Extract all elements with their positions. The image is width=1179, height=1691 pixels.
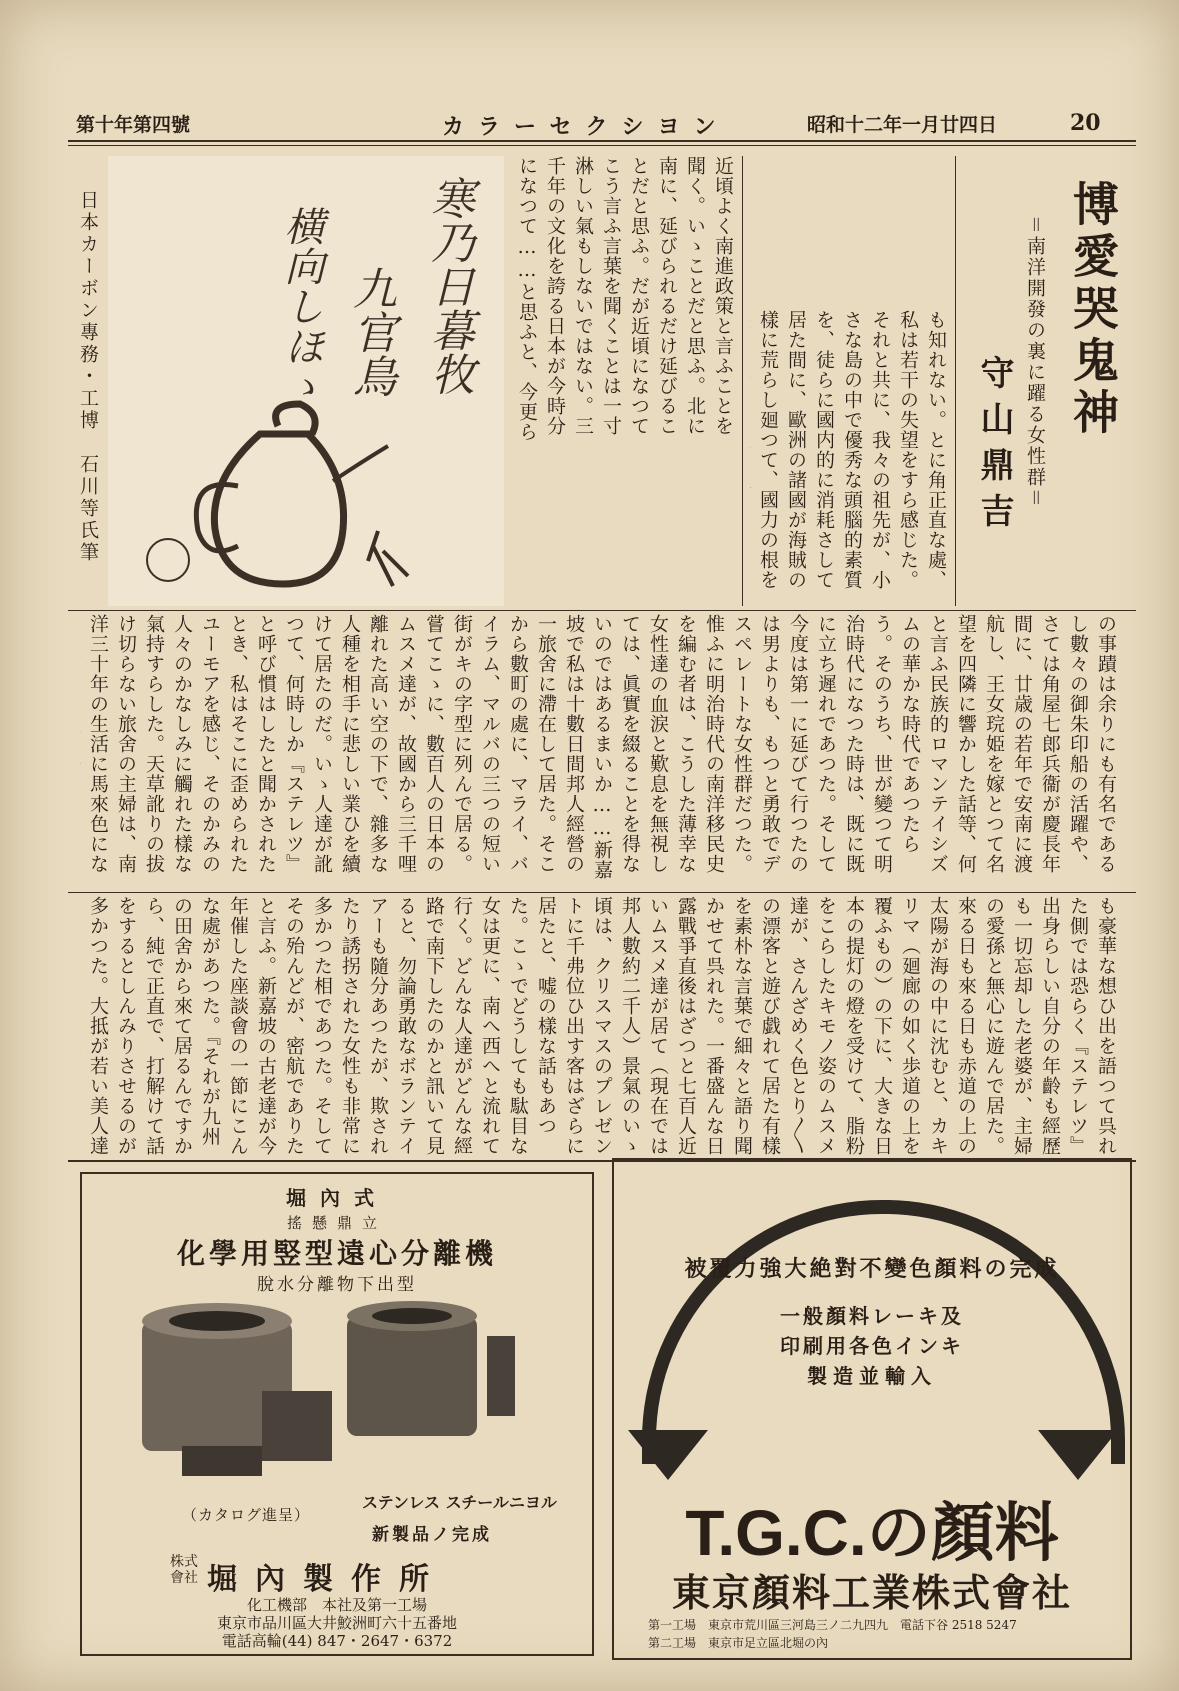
ad-horiuchi-brand: 堀內式 [286, 1186, 388, 1210]
header-rule-thin [68, 145, 1136, 146]
article-subtitle: ＝南洋開發の裏に躍る女性群＝ [1024, 215, 1046, 509]
ad-horiuchi-product: 化學用竪型遠心分離機 [176, 1237, 497, 1270]
calligraphy-line1: 寒乃日暮牧 [423, 176, 474, 396]
ad-horiuchi-feature: ステンレス スチールニヨル [362, 1493, 557, 1512]
column-divider [742, 156, 743, 606]
calligraphy-line3: 九官鳥 [345, 266, 396, 398]
ad-horiuchi-new-product: 新製品ノ完成 [372, 1525, 492, 1545]
article-column-2: も知れない。とに角正直な處、私は若干の失望をすら感じた。それと共に、我々の祖先が、小さな島の中で優秀な頭腦的素質を、徒らに國内的に消耗さして居た間に、歐洲の諸國が海賊の樣に荒らし廻つて、國力の根を [757, 310, 947, 590]
ad-horiuchi [80, 1172, 594, 1656]
section-rule-1 [68, 610, 1136, 611]
tgc-line1: 一般顏料レーキ及 [780, 1304, 964, 1328]
article-column-5: も豪華な想ひ出を語つて呉れた側では恐らく『ステレツ』出身らしい自分の年齡も經歷も一切忘却した老婆が、主婦の愛孫と無心に遊んで居た。來る日も來る日も赤道の上の太陽が海の中に沈むと、カキリマ（廻廊の如く歩道の上を覆ふもの）の下に、大きな日本の提灯の燈を受けて、脂粉をこらしたキモノ姿のムスメ達が、さんざめく色とり〳〵の漂客と遊び戯れて居た有樣を素朴な言葉で細々と語り聞かせて呉れた。一番盛んな日露戰爭直後はざつと七百人近いムスメ達が居て（現在では邦人數約二千人）景氣のいゝ頃は、クリスマスのプレゼントに千弗位ひ出す客はざらに居たと、嘘の樣な話もあつた。こゝでどうしても駄目な女は更に、南へ西へと流れて行く。どんな人達がどんな經路で南下したのかと訊いて見ると、勿論勇敢なボランテイアーも隨分あつたが、欺されたり誘拐された女性も非常に多かつた相であつた。そしてその殆んどが、密航でありたと言ふ。新嘉坡の古老達が今年催した座談會の一節にこんな處があつた。『それが九州の田舍から來て居るんですから、純で正直で、打解けて話をするとしんみりさせるのが多かつた。大抵が若い美人達 [87, 896, 1117, 1156]
header-rule [68, 140, 1136, 142]
section-rule-2 [68, 892, 1136, 893]
ad-horiuchi-dept: 化工機部 本社及第一工場 [246, 1596, 427, 1614]
tgc-arrow-left [628, 1430, 708, 1480]
ad-horiuchi-small: 搖懸鼎立 [286, 1214, 387, 1232]
ad-horiuchi-address: 東京市品川區大井鮫洲町六十五番地 [216, 1614, 457, 1632]
ad-horiuchi-usage: 脫水分離物下出型 [257, 1275, 417, 1295]
tgc-brand: T.G.C.の顏料 [685, 1497, 1059, 1569]
article-author: 守山鼎吉 [974, 355, 1014, 539]
ad-tgc [612, 1158, 1132, 1660]
seal-stamp [146, 538, 190, 582]
title-divider [955, 156, 956, 606]
tgc-factory1: 第一工場 東京市荒川區三河島三ノ二九四九 電話下谷 2518 5247 [648, 1618, 1017, 1632]
centrifuge-machine-illustration [122, 1296, 552, 1496]
page-number: 20 [1070, 110, 1101, 136]
article-column-3 [80, 614, 1120, 886]
ad-horiuchi-phone: 電話高輪(44) 847・2647・6372 [221, 1632, 453, 1650]
page-header [70, 108, 1120, 138]
ad-horiuchi-company: 堀內製作所 [207, 1562, 447, 1597]
calligraphy-caption: 日本カーボン專務・工博 石川等氏筆 [77, 190, 99, 564]
article-column-4-text: 新嘉坡で私は十數日間邦人經營の一旅舍に滯在して居た。そこから數町の處に、マライ、バイラム、マルバの三つの短い街がキの字型に列んで居る。嘗てこゝに、數百人の日本のムスメ達が、故國から三千哩離れた高い空の下で、雜多な人種を相手に悲しい業ひを續けて居たのだ。いゝ人達が訛つて、何時しか『ステレツ』と呼び慣はしたと聞かされたとき、私はそこに歪められたユーモアを感じ、そのかみの人々のかなしみに觸れた樣な氣持すらした。天草訛りの拔け切らない旅舍の主婦は、南洋三十年の生活に馬來色にな [87, 614, 613, 880]
date-label: 昭和十二年一月廿四日 [807, 114, 998, 136]
tgc-arrow-right [1038, 1430, 1118, 1480]
tgc-company: 東京顏料工業株式會社 [671, 1570, 1072, 1615]
article-column-1: 近頃よく南進政策と言ふことを聞く。いゝことだと思ふ。北に南に、延びられるだけ延びることだと思ふ。だが近頃になつてこう言ふ言葉を聞くことは一寸淋しい氣もしないではない。三千年の文化を誇る日本が今時分になつて……と思ふと、今更ら [516, 156, 734, 442]
article-column-3-text: の事蹟は余りにも有名であるし數々の御朱印船の活躍や、さては角屋七郎兵衞が慶長年間に、廿歳の若年で安南に渡航し、王女琓姫を嫁とつて名望を四隣に響かした話等、何と言ふ民族的ロマンテイシズムの華かな時代であつたらう。そのうち、世が變つて明治時代になつた時は、既に既に立ち遲れであつた。そして今度は第一に延びて行つたのは男よりも、もつと勇敢でデスペレートな女性群だつた。惟ふに明治時代の南洋移民史を編む者は、こうした薄幸な女性達の血涙と歎息を無視しては、眞實を綴ることを得ないのではあるまいか…… [591, 614, 1117, 874]
tgc-factory2: 第二工場 東京市足立區北堀の內 [648, 1636, 829, 1650]
tgc-line3: 製造並輸入 [807, 1364, 937, 1388]
calligraphy-line2: 横向しほゝ [278, 206, 324, 406]
ad-horiuchi-company-type: 株式會社 [170, 1554, 198, 1586]
article-title: 博愛哭鬼神 [1066, 180, 1120, 440]
tgc-line2: 印刷用各色インキ [780, 1334, 964, 1358]
ad-horiuchi-catalog: （カタログ進呈） [182, 1506, 311, 1524]
tgc-arc-text: 被覆力強大絶對不變色顏料の完成 [684, 1256, 1060, 1282]
publication-title: カラーセクシヨン [442, 114, 730, 140]
calligraphy-image [108, 156, 504, 606]
issue-label: 第十年第四號 [76, 114, 191, 136]
